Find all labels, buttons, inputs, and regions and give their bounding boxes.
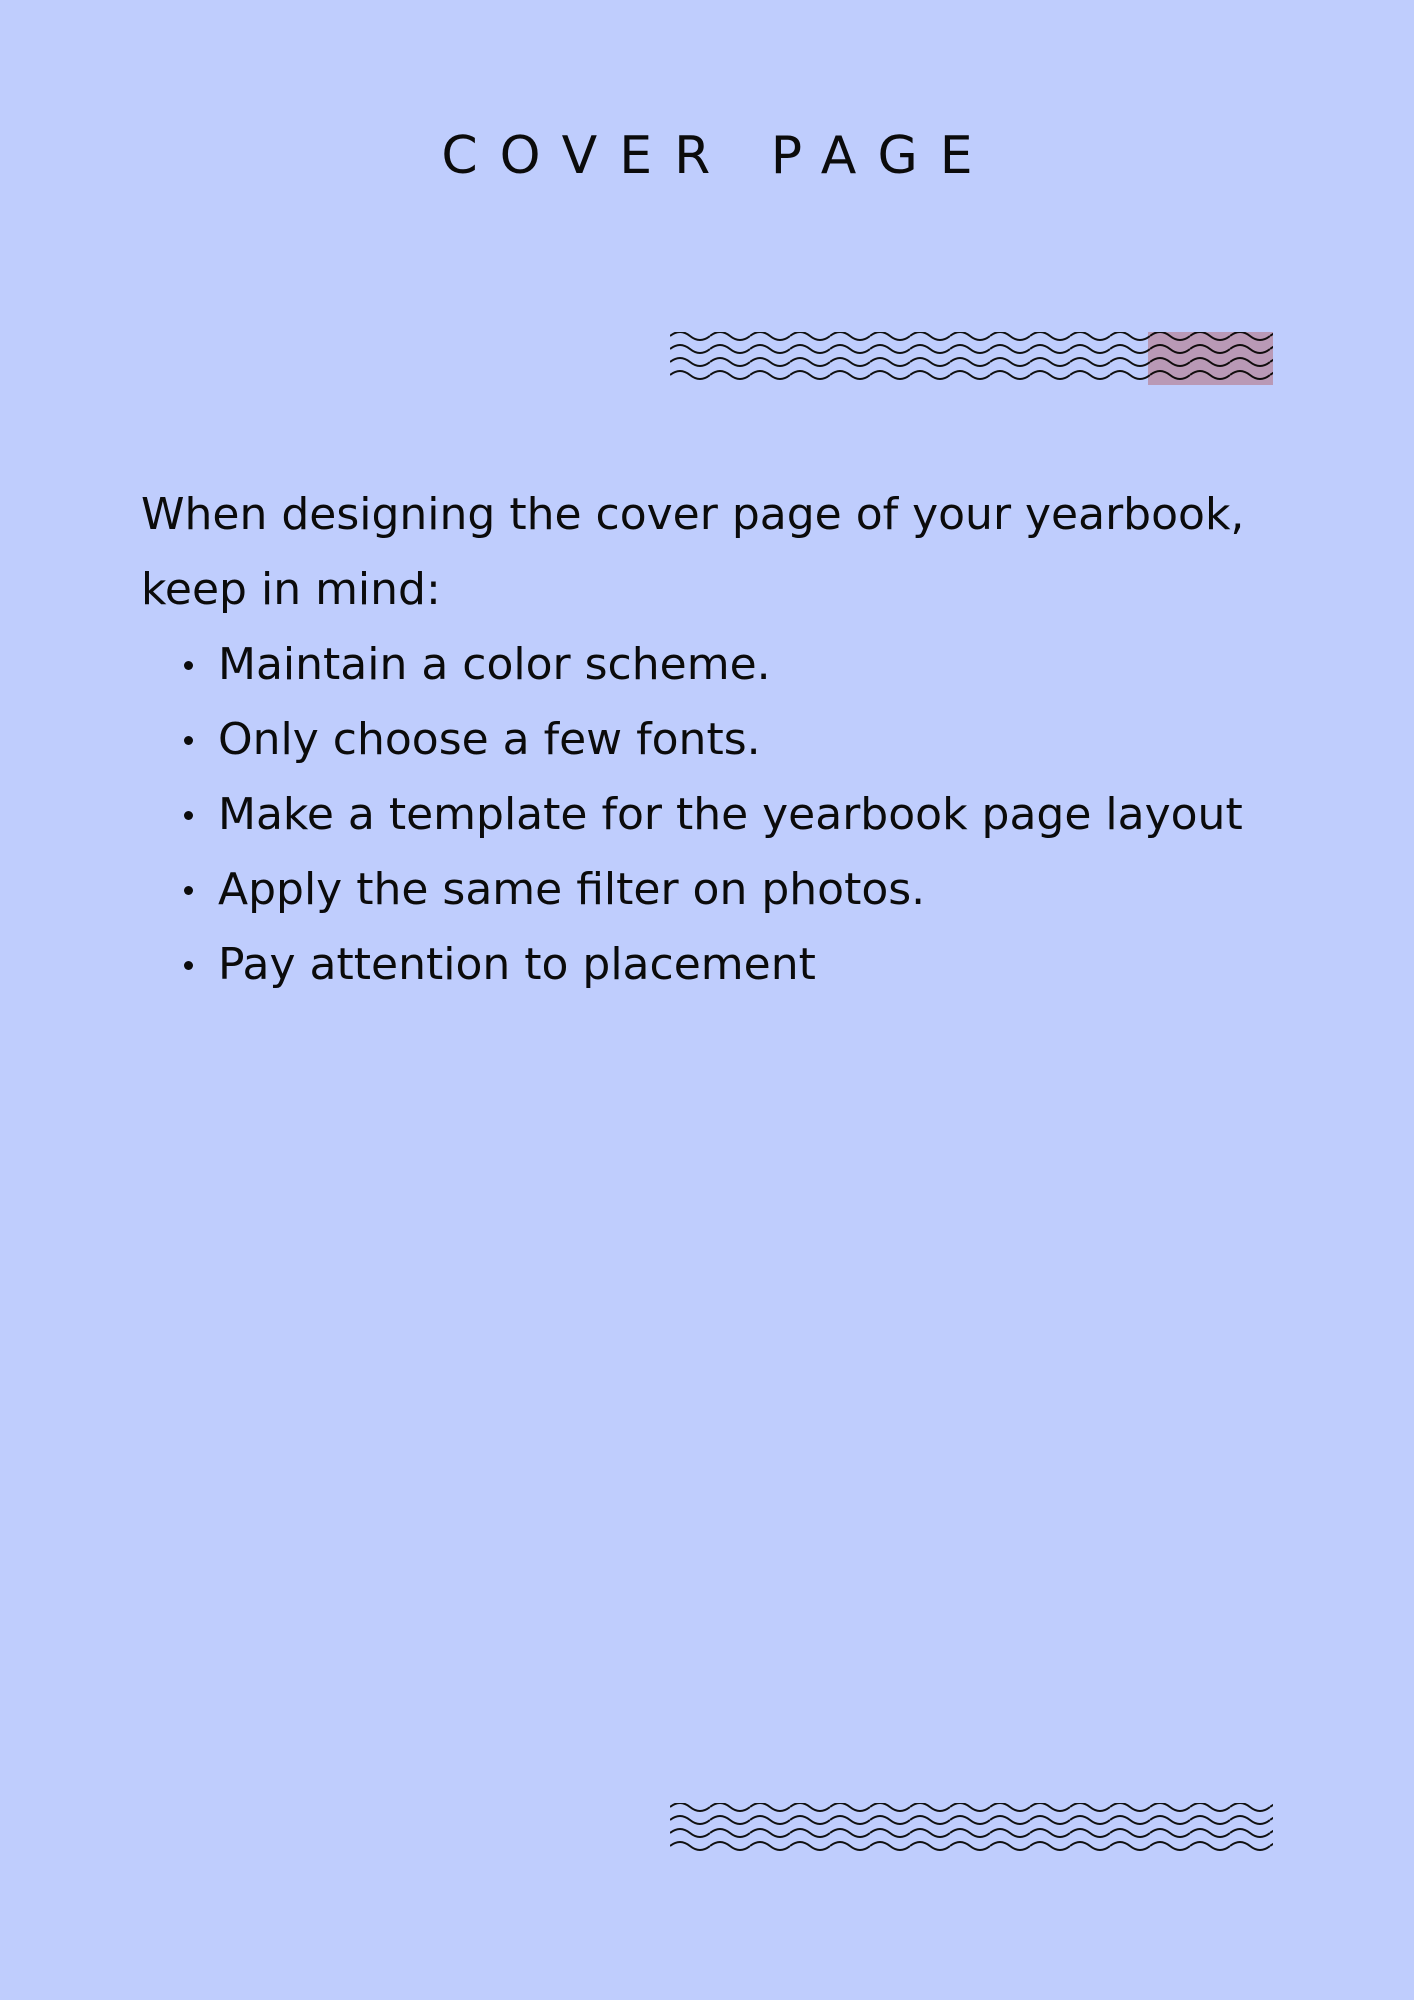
- tips-list: [141, 627, 1291, 1002]
- content-block: [141, 477, 1291, 1002]
- list-item: Only choose a few fonts.: [141, 702, 1291, 777]
- list-item: Pay attention to placement: [141, 927, 1291, 1002]
- intro-text: When designing the cover page of your yearbook, keep in mind:: [141, 489, 1245, 615]
- list-item: Make a template for the yearbook page layout: [141, 777, 1291, 852]
- wavy-lines-pattern-bottom: [670, 1803, 1273, 1859]
- page-title: COVER PAGE: [441, 126, 995, 186]
- list-item: Apply the same filter on photos.: [141, 852, 1291, 927]
- accent-highlight: [1148, 332, 1273, 385]
- list-item: Maintain a color scheme.: [141, 627, 1291, 702]
